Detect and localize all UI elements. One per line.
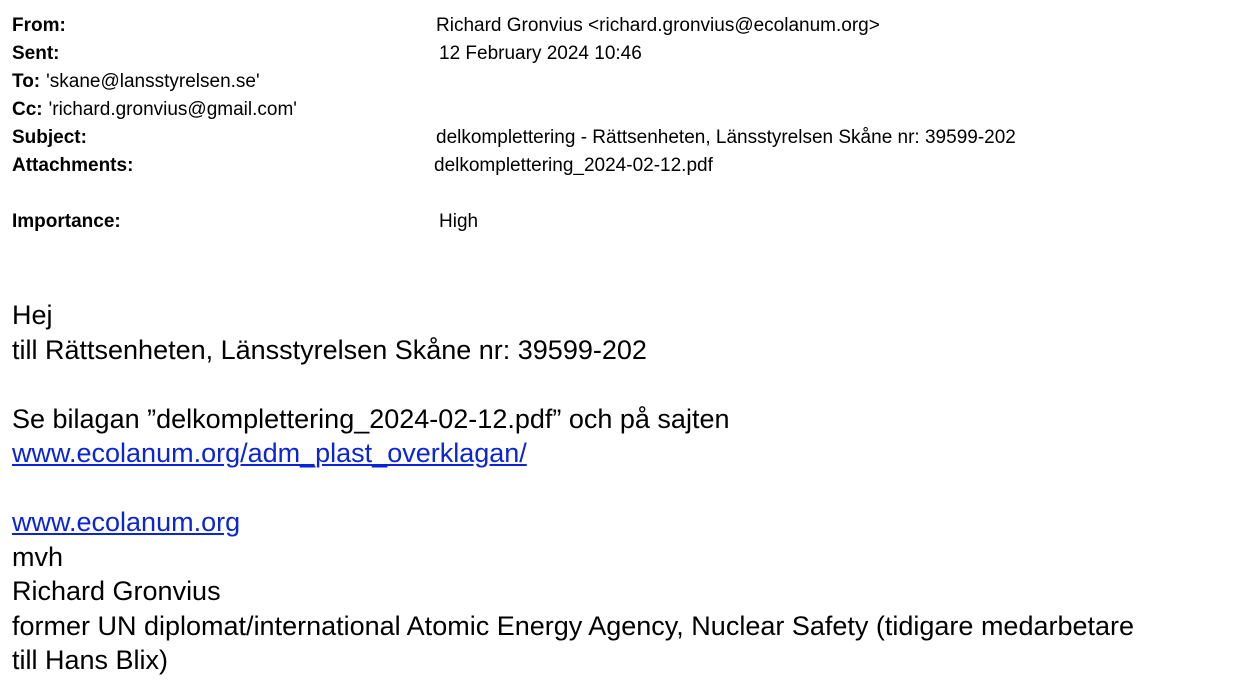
signature-title-line1: former UN diplomat/international Atomic Energy Agency, Nuclear Safety (tidigare medarbetare [12, 610, 1135, 641]
overklagan-link-line [12, 436, 1232, 471]
importance-label: Importance: [12, 211, 121, 232]
spacer [12, 471, 1232, 506]
attachments-label: Attachments: [12, 155, 134, 176]
to-label: To: [12, 71, 41, 92]
sent-label: Sent: [12, 43, 60, 64]
attachment-line: Se bilagan ”delkomplettering_2024-02-12.pdf” och på sajten [12, 403, 730, 434]
from-label: From: [12, 15, 66, 36]
signature-title-line2: till Hans Blix) [12, 645, 169, 675]
recipient-line: till Rättsenheten, Länsstyrelsen Skåne nr: 39599-202 [12, 334, 647, 365]
site-link[interactable]: www.ecolanum.org [12, 507, 241, 537]
greeting: Hej [12, 300, 53, 330]
subject-row [12, 125, 1016, 151]
cc-label: Cc: [12, 99, 43, 120]
subject-value: delkomplettering - Rättsenheten, Länsstyrelsen Skåne nr: 39599-202 [436, 127, 1016, 148]
to-value[interactable]: 'skane@lansstyrelsen.se' [46, 71, 260, 92]
site-link-line [12, 505, 1232, 540]
to-row [12, 69, 260, 95]
from-value[interactable]: Richard Gronvius <richard.gronvius@ecolanum.org> [436, 15, 880, 36]
closing: mvh [12, 541, 64, 572]
sent-row [12, 41, 642, 67]
attachment-file[interactable]: delkomplettering_2024-02-12.pdf [434, 155, 713, 176]
importance-row [12, 209, 479, 235]
spacer [12, 367, 1232, 402]
sent-value: 12 February 2024 10:46 [439, 43, 642, 64]
attachments-row [12, 153, 713, 179]
cc-value[interactable]: 'richard.gronvius@gmail.com' [48, 99, 297, 120]
from-row [12, 13, 880, 39]
email-body [12, 298, 1232, 678]
cc-row [12, 97, 297, 123]
importance-value: High [439, 211, 479, 232]
overklagan-link[interactable]: www.ecolanum.org/adm_plast_overklagan/ [12, 438, 527, 468]
signature-name: Richard Gronvius [12, 576, 221, 606]
subject-label: Subject: [12, 127, 87, 148]
